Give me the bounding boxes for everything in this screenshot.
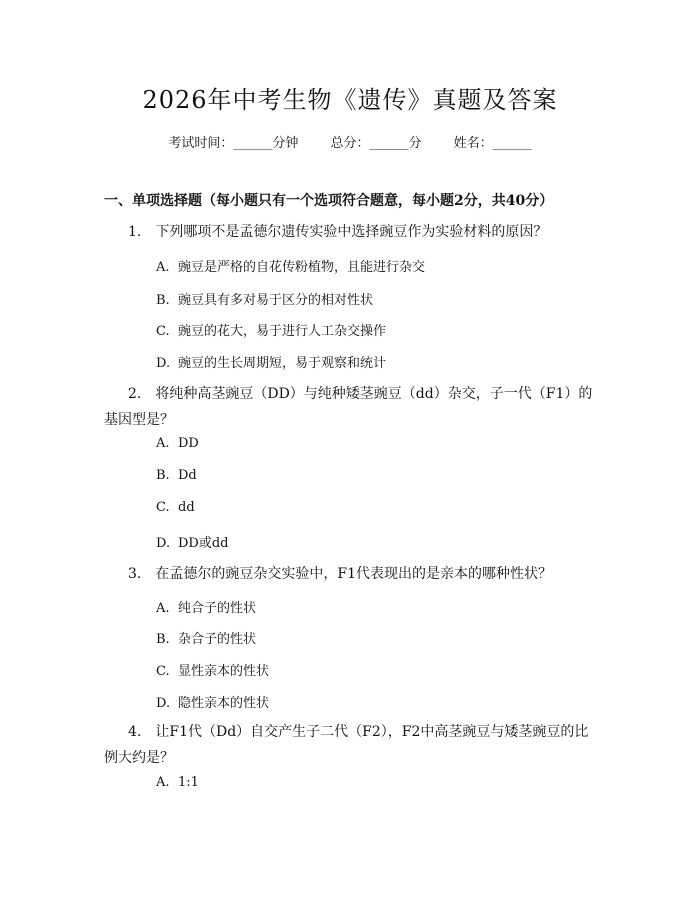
option-text: 1:1: [178, 775, 199, 790]
question-2-option-b: [156, 468, 197, 483]
question-3-option-c: [156, 660, 269, 679]
question-1-option-d: [156, 352, 386, 371]
question-4-option-a: [156, 775, 199, 790]
page-title: 2026年中考生物《遗传》真题及答案: [142, 86, 558, 114]
question-3-option-b: [156, 628, 256, 647]
question-1-option-b: [156, 289, 373, 308]
question-3-stem: 3. 在孟德尔的豌豆杂交实验中，F1代表现出的是亲本的哪种性状？: [128, 566, 552, 582]
question-3-option-d: [156, 692, 269, 711]
option-text: dd: [178, 500, 195, 515]
question-1-option-c: [156, 320, 386, 339]
option-letter: B.: [156, 468, 170, 483]
question-2-stem: 2. 将纯种高茎豌豆（DD）与纯种矮茎豌豆（dd）杂交，子一代（F1）的基因型是？: [104, 386, 593, 428]
option-letter: B.: [156, 632, 170, 647]
total-score-field: 总分：______分: [330, 136, 422, 151]
option-text: DD或dd: [178, 536, 229, 551]
exam-time-field: 考试时间：______分钟: [168, 136, 299, 151]
option-text: DD: [178, 436, 199, 451]
option-letter: B.: [156, 293, 170, 308]
option-letter: D.: [156, 356, 171, 371]
name-field: 姓名：______: [453, 136, 532, 151]
option-letter: C.: [156, 500, 170, 515]
option-letter: A.: [156, 775, 170, 790]
option-text: 豌豆的生长周期短，易于观察和统计: [178, 356, 387, 371]
option-text: 豌豆具有多对易于区分的相对性状: [178, 293, 374, 308]
option-letter: D.: [156, 536, 171, 551]
question-1-option-a: [156, 256, 425, 275]
option-letter: A.: [156, 601, 170, 616]
option-text: Dd: [178, 468, 197, 483]
option-letter: A.: [156, 436, 170, 451]
question-1-stem: 1. 下列哪项不是孟德尔遗传实验中选择豌豆作为实验材料的原因？: [128, 224, 548, 240]
option-text: 显性亲本的性状: [178, 664, 270, 679]
question-4-stem: 4. 让F1代（Dd）自交产生子二代（F2），F2中高茎豌豆与矮茎豌豆的比例大约是？: [104, 724, 589, 766]
option-text: 豌豆的花大，易于进行人工杂交操作: [178, 324, 387, 339]
option-letter: C.: [156, 324, 170, 339]
option-text: 杂合子的性状: [178, 632, 257, 647]
option-letter: C.: [156, 664, 170, 679]
option-text: 豌豆是严格的自花传粉植物，且能进行杂交: [178, 260, 426, 275]
option-letter: D.: [156, 696, 171, 711]
option-letter: A.: [156, 260, 170, 275]
question-2-option-d: [156, 532, 229, 551]
question-2-option-c: [156, 500, 195, 515]
option-text: 隐性亲本的性状: [178, 696, 270, 711]
section-heading: 一、单项选择题（每小题只有一个选项符合题意，每小题2分，共40分）: [104, 193, 554, 209]
exam-info: [0, 132, 700, 151]
option-text: 纯合子的性状: [178, 601, 257, 616]
question-2-option-a: [156, 436, 199, 451]
question-3-option-a: [156, 597, 256, 616]
